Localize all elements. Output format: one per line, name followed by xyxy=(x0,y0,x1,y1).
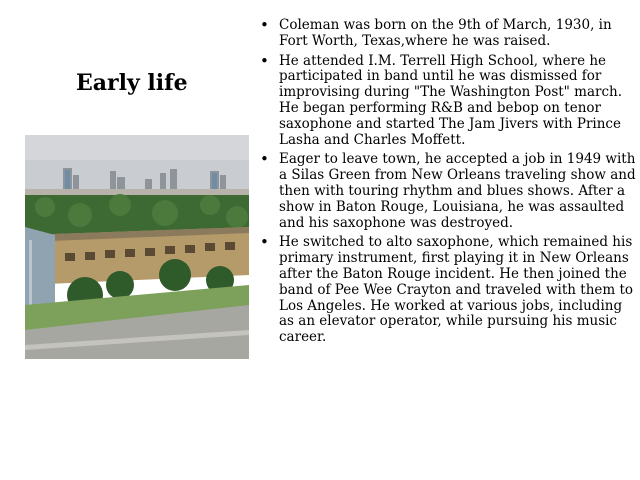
aerial-photo-image xyxy=(25,135,249,359)
bullet-list xyxy=(258,18,638,350)
aerial-photo xyxy=(25,135,249,359)
bullet-item: • Eager to leave town, he accepted a job in 1949 with a Silas Green from New Orleans traveling show and then with touring rhythm and blues shows. After a show in Baton Rouge, Louisiana, he was assaulted and his saxophone was destroyed. xyxy=(258,152,638,231)
slide-title: Early life xyxy=(76,70,188,96)
bullet-item: • He attended I.M. Terrell High School, where he participated in band until he was dismissed for improvising during "The Washington Post" march. He began performing R&B and bebop on tenor saxophone and started The Jam Jivers with Prince Lasha and Charles Moffett. xyxy=(258,54,638,149)
bullet-item: • He switched to alto saxophone, which remained his primary instrument, first playing it in New Orleans after the Baton Rouge incident. He then joined the band of Pee Wee Crayton and traveled with them to Los Angeles. He worked at various jobs, including as an elevator operator, while pursuing his music career. xyxy=(258,235,638,346)
bullet-item: • Coleman was born on the 9th of March, 1930, in Fort Worth, Texas,where he was raised. xyxy=(258,18,638,50)
